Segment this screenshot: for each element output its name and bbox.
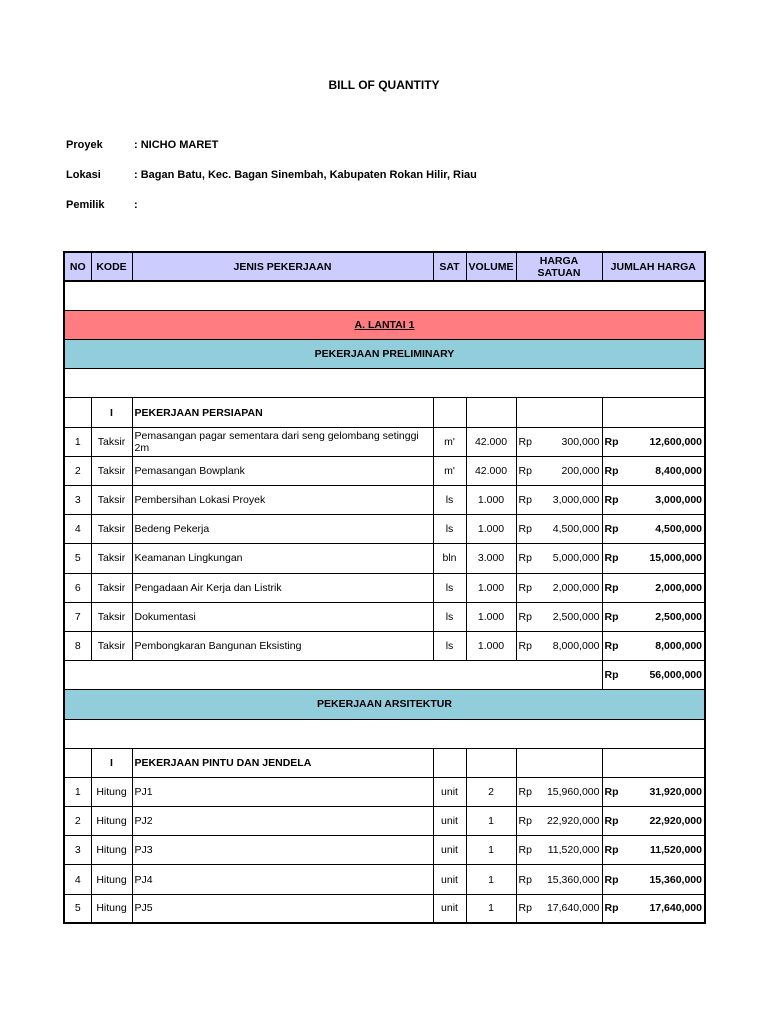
table-row <box>64 807 705 836</box>
unit-price-value: 4,500,000 <box>552 523 600 536</box>
row-unit: unit <box>433 807 466 836</box>
unit-price-currency: Rp <box>518 902 532 915</box>
row-description: Pengadaan Air Kerja dan Listrik <box>132 573 433 602</box>
unit-price-value: 11,520,000 <box>547 844 600 857</box>
row-unit: m' <box>433 427 466 456</box>
total-price-currency: Rp <box>604 494 619 507</box>
total-price-currency: Rp <box>604 640 619 653</box>
unit-price-currency: Rp <box>518 815 532 828</box>
row-total-price <box>602 456 705 485</box>
header-kode: KODE <box>91 252 132 281</box>
row-total-price <box>602 544 705 573</box>
row-kode: Hitung <box>91 836 132 865</box>
proyek-value: : NICHO MARET <box>134 139 219 151</box>
row-unit: ls <box>433 602 466 631</box>
unit-price-value: 15,360,000 <box>546 873 600 886</box>
row-volume: 1 <box>466 865 516 894</box>
table-row <box>64 894 705 923</box>
unit-price-value: 200,000 <box>561 464 600 477</box>
row-unit: bln <box>433 544 466 573</box>
unit-price-value: 300,000 <box>561 435 600 448</box>
lokasi-label: Lokasi <box>66 169 101 181</box>
row-description: PJ5 <box>132 894 433 923</box>
row-unit-price <box>516 515 602 544</box>
total-price-currency: Rp <box>604 873 619 886</box>
row-unit-price <box>516 836 602 865</box>
row-total-price <box>602 602 705 631</box>
row-volume: 1 <box>466 894 516 923</box>
group1-title: PEKERJAAN PRELIMINARY <box>64 340 705 369</box>
row-no: 3 <box>64 836 91 865</box>
header-volume: VOLUME <box>466 252 516 281</box>
row-volume: 1 <box>466 807 516 836</box>
row-description: PJ4 <box>132 865 433 894</box>
total-price-value: 17,640,000 <box>649 902 702 915</box>
total-price-value: 22,920,000 <box>649 815 702 828</box>
pemilik-value: : <box>134 199 138 211</box>
table-row <box>64 573 705 602</box>
row-volume: 1.000 <box>466 486 516 515</box>
row-description: PJ1 <box>132 777 433 806</box>
table-row <box>64 865 705 894</box>
header-harga-satuan: HARGA SATUAN <box>516 252 602 281</box>
unit-price-value: 8,000,000 <box>552 640 600 653</box>
blank-row <box>64 281 705 310</box>
row-unit: ls <box>433 515 466 544</box>
subgroup-title: PEKERJAAN PERSIAPAN <box>132 398 433 427</box>
row-volume: 1.000 <box>466 573 516 602</box>
total-price-value: 2,500,000 <box>655 610 702 623</box>
row-no: 2 <box>64 456 91 485</box>
unit-price-currency: Rp <box>518 785 532 798</box>
total-price-currency: Rp <box>604 435 619 448</box>
row-description: PJ2 <box>132 807 433 836</box>
total-price-currency: Rp <box>604 523 619 536</box>
meta-proyek <box>66 139 218 151</box>
row-description: Pemasangan pagar sementara dari seng gelombang setinggi 2m <box>132 427 433 456</box>
total-price-currency: Rp <box>604 902 619 915</box>
row-description: Dokumentasi <box>132 602 433 631</box>
row-total-price <box>602 894 705 923</box>
table-row <box>64 515 705 544</box>
unit-price-currency: Rp <box>518 844 532 857</box>
table-row <box>64 836 705 865</box>
unit-price-currency: Rp <box>518 581 532 594</box>
row-no: 4 <box>64 515 91 544</box>
row-unit-price <box>516 807 602 836</box>
row-unit-price <box>516 456 602 485</box>
total-price-currency: Rp <box>604 785 619 798</box>
row-total-price <box>602 865 705 894</box>
row-unit-price <box>516 894 602 923</box>
table-row <box>64 602 705 631</box>
total-price-value: 12,600,000 <box>649 435 702 448</box>
group-row <box>64 690 705 719</box>
unit-price-value: 2,000,000 <box>552 581 600 594</box>
total-price-currency: Rp <box>604 464 619 477</box>
row-unit: ls <box>433 631 466 660</box>
table-row <box>64 456 705 485</box>
row-total-price <box>602 427 705 456</box>
row-unit: unit <box>433 777 466 806</box>
total-price-value: 11,520,000 <box>650 844 702 857</box>
meta-lokasi <box>66 169 477 181</box>
subgroup-number: I <box>91 748 132 777</box>
row-no: 8 <box>64 631 91 660</box>
row-unit: unit <box>433 894 466 923</box>
total-price-currency: Rp <box>604 815 619 828</box>
proyek-label: Proyek <box>66 139 103 151</box>
document-title: BILL OF QUANTITY <box>328 78 440 92</box>
row-kode: Taksir <box>91 486 132 515</box>
row-total-price <box>602 486 705 515</box>
row-total-price <box>602 807 705 836</box>
row-volume: 1 <box>466 836 516 865</box>
subtotal-cell <box>602 661 705 690</box>
row-unit-price <box>516 544 602 573</box>
row-kode: Taksir <box>91 456 132 485</box>
row-unit-price <box>516 573 602 602</box>
total-price-value: 2,000,000 <box>655 581 702 594</box>
row-unit: unit <box>433 865 466 894</box>
row-no: 5 <box>64 544 91 573</box>
row-unit-price <box>516 865 602 894</box>
row-volume: 42.000 <box>466 427 516 456</box>
row-kode: Taksir <box>91 602 132 631</box>
unit-price-currency: Rp <box>518 523 532 536</box>
row-unit-price <box>516 777 602 806</box>
subgroup-row <box>64 748 705 777</box>
group-row <box>64 340 705 369</box>
row-description: Pembersihan Lokasi Proyek <box>132 486 433 515</box>
unit-price-currency: Rp <box>518 610 532 623</box>
blank-row <box>64 369 705 398</box>
subgroup-title: PEKERJAAN PINTU DAN JENDELA <box>132 748 433 777</box>
row-kode: Hitung <box>91 865 132 894</box>
row-no: 4 <box>64 865 91 894</box>
row-no: 7 <box>64 602 91 631</box>
row-total-price <box>602 631 705 660</box>
row-kode: Taksir <box>91 573 132 602</box>
header-jenis: JENIS PEKERJAAN <box>132 252 433 281</box>
row-kode: Taksir <box>91 544 132 573</box>
row-total-price <box>602 573 705 602</box>
row-kode: Taksir <box>91 515 132 544</box>
total-price-value: 3,000,000 <box>655 494 702 507</box>
unit-price-currency: Rp <box>518 873 532 886</box>
subgroup-number: I <box>91 398 132 427</box>
row-unit: unit <box>433 836 466 865</box>
row-description: Pemasangan Bowplank <box>132 456 433 485</box>
unit-price-value: 22,920,000 <box>546 815 600 828</box>
row-no: 2 <box>64 807 91 836</box>
row-no: 6 <box>64 573 91 602</box>
total-price-currency: Rp <box>604 844 619 857</box>
row-kode: Taksir <box>91 427 132 456</box>
row-total-price <box>602 777 705 806</box>
row-no: 5 <box>64 894 91 923</box>
header-sat: SAT <box>433 252 466 281</box>
row-description: Keamanan Lingkungan <box>132 544 433 573</box>
total-price-value: 8,400,000 <box>655 464 702 477</box>
table-row <box>64 427 705 456</box>
header-jumlah-harga: JUMLAH HARGA <box>602 252 705 281</box>
row-no: 3 <box>64 486 91 515</box>
row-unit: ls <box>433 486 466 515</box>
row-kode: Taksir <box>91 631 132 660</box>
row-volume: 2 <box>466 777 516 806</box>
subtotal-value: 56,000,000 <box>649 669 702 682</box>
unit-price-value: 3,000,000 <box>552 494 600 507</box>
row-volume: 1.000 <box>466 602 516 631</box>
row-unit-price <box>516 486 602 515</box>
meta-pemilik <box>66 199 138 211</box>
unit-price-value: 17,640,000 <box>546 902 600 915</box>
total-price-currency: Rp <box>604 581 619 594</box>
unit-price-value: 5,000,000 <box>552 552 600 565</box>
row-unit-price <box>516 427 602 456</box>
unit-price-currency: Rp <box>518 464 532 477</box>
row-unit: ls <box>433 573 466 602</box>
total-price-value: 4,500,000 <box>655 523 702 536</box>
row-total-price <box>602 836 705 865</box>
row-kode: Hitung <box>91 894 132 923</box>
unit-price-value: 15,960,000 <box>546 785 600 798</box>
subtotal-row <box>64 661 705 690</box>
total-price-value: 15,000,000 <box>649 552 702 565</box>
row-unit: m' <box>433 456 466 485</box>
row-volume: 42.000 <box>466 456 516 485</box>
unit-price-currency: Rp <box>518 494 532 507</box>
pemilik-label: Pemilik <box>66 199 105 211</box>
row-description: Bedeng Pekerja <box>132 515 433 544</box>
row-description: Pembongkaran Bangunan Eksisting <box>132 631 433 660</box>
row-total-price <box>602 515 705 544</box>
row-kode: Hitung <box>91 807 132 836</box>
blank-row <box>64 719 705 748</box>
section-row <box>64 310 705 339</box>
total-price-value: 15,360,000 <box>649 873 702 886</box>
table-row <box>64 777 705 806</box>
row-no: 1 <box>64 777 91 806</box>
subtotal-currency: Rp <box>604 669 619 682</box>
total-price-value: 8,000,000 <box>655 640 702 653</box>
unit-price-currency: Rp <box>518 552 532 565</box>
row-volume: 1.000 <box>466 515 516 544</box>
total-price-value: 31,920,000 <box>649 785 702 798</box>
table-row <box>64 544 705 573</box>
lokasi-value: : Bagan Batu, Kec. Bagan Sinembah, Kabupaten Rokan Hilir, Riau <box>134 169 477 181</box>
row-kode: Hitung <box>91 777 132 806</box>
row-description: PJ3 <box>132 836 433 865</box>
unit-price-currency: Rp <box>518 640 532 653</box>
table-row <box>64 631 705 660</box>
row-unit-price <box>516 631 602 660</box>
group2-title: PEKERJAAN ARSITEKTUR <box>64 690 705 719</box>
subgroup-row <box>64 398 705 427</box>
total-price-currency: Rp <box>604 552 619 565</box>
unit-price-currency: Rp <box>518 435 532 448</box>
row-volume: 3.000 <box>466 544 516 573</box>
unit-price-value: 2,500,000 <box>552 610 600 623</box>
row-no: 1 <box>64 427 91 456</box>
table-row <box>64 486 705 515</box>
row-unit-price <box>516 602 602 631</box>
section-a-title: A. LANTAI 1 <box>64 310 705 339</box>
table-header-row <box>64 252 705 281</box>
header-no: NO <box>64 252 91 281</box>
row-volume: 1.000 <box>466 631 516 660</box>
boq-table <box>63 251 706 924</box>
total-price-currency: Rp <box>604 610 619 623</box>
